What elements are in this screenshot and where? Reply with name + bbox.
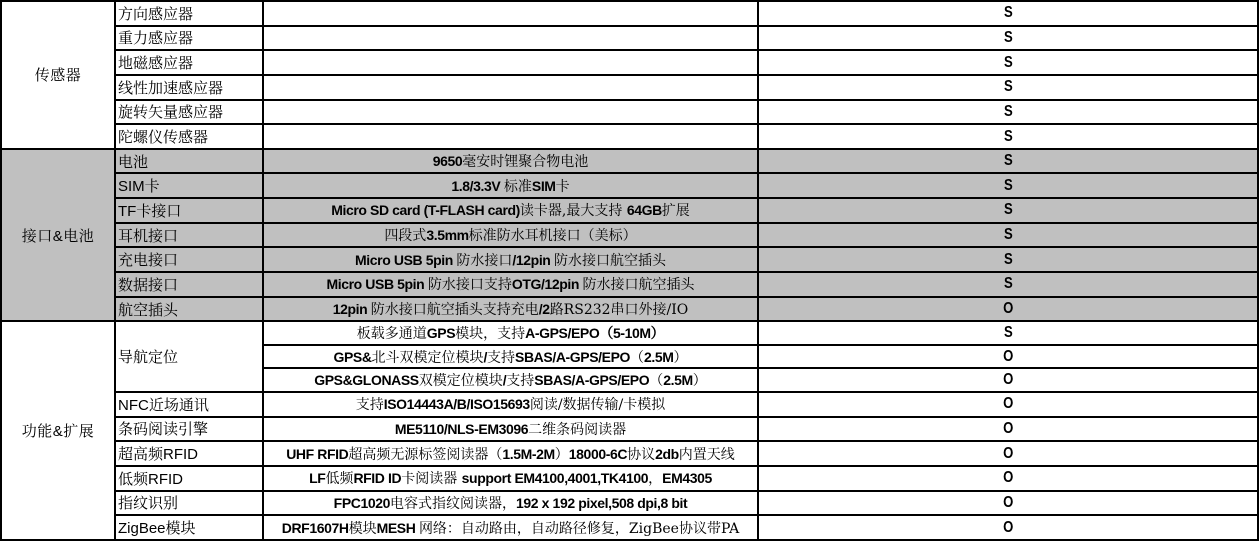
- spec-text-segment: 卡: [555, 178, 570, 195]
- spec-text-segment: 2db: [655, 445, 679, 462]
- spec-desc-cell[interactable]: [263, 149, 758, 174]
- item-cell[interactable]: 耳机接口: [115, 223, 263, 248]
- item-cell[interactable]: 导航定位: [115, 321, 263, 392]
- item-cell[interactable]: 线性加速感应器: [115, 75, 263, 100]
- spec-desc-cell[interactable]: [263, 417, 758, 442]
- availability-value: S: [1003, 102, 1013, 120]
- spec-text-segment: /: [502, 372, 507, 389]
- availability-cell[interactable]: [758, 345, 1258, 369]
- availability-cell[interactable]: [758, 466, 1258, 491]
- spec-text-segment: ME5110/NLS-EM3096: [394, 420, 529, 437]
- item-cell[interactable]: 旋转矢量感应器: [115, 100, 263, 125]
- spec-desc-cell[interactable]: [263, 75, 758, 100]
- spec-text-segment: 二维条码阅读器: [528, 421, 627, 438]
- availability-value: S: [1003, 201, 1013, 219]
- table-row: [1, 466, 1258, 491]
- table-row: [1, 223, 1258, 248]
- spec-text-segment: SBAS/A-GPS/EPO: [534, 372, 650, 389]
- spec-text-segment: 12pin: [332, 301, 371, 317]
- spec-text-segment: /12pin: [512, 251, 554, 268]
- spec-desc-cell[interactable]: [263, 26, 758, 51]
- spec-desc-cell[interactable]: [263, 100, 758, 125]
- item-cell[interactable]: TF卡接口: [115, 198, 263, 223]
- spec-text-segment: 协议: [627, 446, 656, 463]
- spec-text-segment: Micro USB 5pin: [355, 251, 457, 268]
- availability-cell[interactable]: [758, 441, 1258, 466]
- spec-text-segment: LF: [309, 470, 326, 487]
- table-row: [1, 321, 1258, 345]
- spec-text-segment: 四段式: [384, 228, 427, 245]
- spec-text-segment: （: [630, 349, 645, 366]
- spec-text-segment: 防水接口: [456, 252, 513, 269]
- spec-text-segment: 3.5mm: [426, 227, 469, 244]
- availability-value: S: [1003, 28, 1013, 46]
- spec-text-segment: /2: [538, 301, 550, 317]
- availability-value: O: [1002, 300, 1014, 317]
- category-cell[interactable]: 功能&扩展: [1, 321, 115, 540]
- availability-cell[interactable]: [758, 247, 1258, 272]
- item-cell[interactable]: SIM卡: [115, 173, 263, 198]
- availability-cell[interactable]: [758, 515, 1258, 540]
- spec-desc-cell[interactable]: [263, 223, 758, 248]
- availability-cell[interactable]: [758, 124, 1258, 149]
- spec-desc-cell[interactable]: [263, 491, 758, 516]
- spec-text-segment: 模块: [348, 520, 377, 537]
- spec-text-segment: 双模定位模块: [418, 373, 503, 390]
- spec-text-segment: （5-10M）: [599, 325, 665, 342]
- availability-value: O: [1002, 493, 1014, 511]
- item-cell[interactable]: 数据接口: [115, 272, 263, 297]
- spec-text-segment: ）: [673, 349, 688, 366]
- item-cell[interactable]: 航空插头: [115, 297, 263, 322]
- spec-text-segment: 超高频无源标签阅读器（: [348, 446, 503, 463]
- spec-text-segment: 防水接口航空插头: [553, 252, 666, 269]
- availability-cell[interactable]: [758, 50, 1258, 75]
- spec-text-segment: 防水接口支持: [427, 277, 512, 294]
- spec-text-segment: ISO14443A/B/ISO15693: [383, 396, 530, 413]
- availability-cell[interactable]: [758, 272, 1258, 297]
- availability-cell[interactable]: [758, 321, 1258, 345]
- availability-value: S: [1003, 324, 1013, 342]
- spec-desc-cell[interactable]: [263, 272, 758, 297]
- table-row: [1, 75, 1258, 100]
- spec-text-segment: DRF1607H: [281, 519, 349, 536]
- table-row: [1, 50, 1258, 75]
- availability-cell[interactable]: [758, 223, 1258, 248]
- item-cell[interactable]: 方向感应器: [115, 1, 263, 26]
- table-row: [1, 26, 1258, 51]
- item-cell[interactable]: 指纹识别: [115, 491, 263, 516]
- availability-cell[interactable]: [758, 75, 1258, 100]
- spec-text-segment: GPS&GLONASS: [314, 372, 419, 389]
- spec-text-segment: 北斗双模定位模块: [371, 349, 484, 366]
- table-row: [1, 124, 1258, 149]
- spec-desc-cell[interactable]: [263, 392, 758, 417]
- spec-text-segment: GPS: [426, 325, 456, 342]
- availability-cell[interactable]: [758, 368, 1258, 392]
- spec-text-segment: 板载多通道: [356, 326, 427, 343]
- item-cell[interactable]: 条码阅读引擎: [115, 417, 263, 442]
- spec-text-segment: 支持: [506, 373, 535, 390]
- availability-cell[interactable]: [758, 491, 1258, 516]
- spec-text-segment: 9650: [432, 153, 463, 170]
- spec-text-segment: EM4305: [662, 470, 712, 487]
- table-row: [1, 297, 1258, 322]
- spec-text-segment: FPC1020: [333, 494, 391, 511]
- item-cell[interactable]: 低频RFID: [115, 466, 263, 491]
- availability-value: O: [1002, 347, 1014, 365]
- availability-value: O: [1002, 371, 1014, 389]
- spec-text-segment: 支持: [355, 397, 384, 414]
- spec-text-segment: 标准防水耳机接口（美标）: [468, 228, 637, 245]
- spec-text-segment: 18000-6C: [568, 445, 628, 462]
- availability-value: O: [1002, 419, 1014, 437]
- table-row: [1, 198, 1258, 223]
- spec-text-segment: 卡阅读器: [401, 471, 462, 488]
- spec-text-segment: 低频: [325, 471, 354, 488]
- availability-cell[interactable]: [758, 198, 1258, 223]
- spec-desc-cell[interactable]: [263, 441, 758, 466]
- spec-text-segment: 64GB: [626, 202, 662, 219]
- spec-text-segment: 扩展: [661, 203, 690, 220]
- spec-desc-cell[interactable]: [263, 466, 758, 491]
- spec-text-segment: 标准: [503, 178, 532, 195]
- spec-text-segment: MESH: [376, 519, 419, 536]
- spec-text-segment: 防水接口航空插头: [582, 277, 695, 294]
- spec-text-segment: 阅读/数据传输/卡模拟: [529, 397, 666, 414]
- spec-text-segment: 支持: [487, 349, 516, 366]
- availability-value: O: [1002, 444, 1014, 462]
- availability-cell[interactable]: [758, 417, 1258, 442]
- spec-desc-cell[interactable]: [263, 321, 758, 345]
- spec-text-segment: Micro USB 5pin: [326, 276, 428, 293]
- table-row: [1, 1, 1258, 26]
- spec-text-segment: Micro SD card (T-FLASH card): [331, 202, 520, 219]
- spec-text-segment: A-GPS/EPO: [525, 325, 600, 342]
- spec-text-segment: ）: [554, 446, 569, 463]
- spec-desc-cell[interactable]: [263, 173, 758, 198]
- spec-table-body: [1, 1, 1258, 540]
- spec-text-segment: UHF RFID: [286, 445, 349, 462]
- availability-value: S: [1003, 4, 1013, 22]
- table-row: [1, 100, 1258, 125]
- spec-text-segment: 网络：自动路由，自动路径修复，ZigBee协议带PA: [418, 520, 740, 537]
- availability-value: O: [1002, 395, 1014, 413]
- spec-text-segment: 内置天线: [678, 446, 735, 463]
- spec-text-segment: 防水接口航空插头支持充电: [370, 302, 539, 318]
- spec-text-segment: 192 x 192 pixel,508 dpi,8 bit: [516, 494, 688, 511]
- availability-value: S: [1003, 53, 1013, 71]
- spec-text-segment: ）: [692, 373, 707, 390]
- spec-text-segment: 读卡器,最大支持: [519, 203, 627, 220]
- table-row: [1, 441, 1258, 466]
- table-row: [1, 272, 1258, 297]
- spec-desc-cell[interactable]: [263, 368, 758, 392]
- spec-desc-cell[interactable]: [263, 345, 758, 369]
- item-cell[interactable]: 重力感应器: [115, 26, 263, 51]
- spec-desc-cell[interactable]: [263, 297, 758, 322]
- spec-text-segment: GPS&: [333, 348, 372, 365]
- item-cell[interactable]: 陀螺仪传感器: [115, 124, 263, 149]
- spec-text-segment: /: [483, 348, 488, 365]
- availability-value: S: [1003, 176, 1013, 194]
- spec-text-segment: 1.5M-2M: [502, 445, 555, 462]
- table-row: [1, 247, 1258, 272]
- spec-desc-cell[interactable]: [263, 124, 758, 149]
- spec-text-segment: 模块，支持: [455, 326, 526, 343]
- category-cell[interactable]: 传感器: [1, 1, 115, 149]
- table-row: [1, 173, 1258, 198]
- spec-text-segment: 2.5M: [644, 348, 674, 365]
- availability-cell[interactable]: [758, 173, 1258, 198]
- spec-text-segment: （: [649, 373, 664, 390]
- table-row: [1, 392, 1258, 417]
- table-row: [1, 491, 1258, 516]
- spec-desc-cell[interactable]: [263, 1, 758, 26]
- category-cell[interactable]: 接口&电池: [1, 149, 115, 321]
- item-cell[interactable]: 电池: [115, 149, 263, 174]
- availability-cell[interactable]: [758, 26, 1258, 51]
- table-row: [1, 149, 1258, 174]
- spec-text-segment: 电容式指纹阅读器，: [390, 495, 517, 512]
- availability-cell[interactable]: [758, 149, 1258, 174]
- spec-text-segment: SBAS/A-GPS/EPO: [515, 348, 631, 365]
- availability-value: O: [1002, 518, 1014, 536]
- availability-value: S: [1003, 152, 1013, 170]
- spec-desc-cell[interactable]: [263, 247, 758, 272]
- item-cell[interactable]: 充电接口: [115, 247, 263, 272]
- availability-value: S: [1003, 127, 1013, 145]
- availability-cell[interactable]: [758, 297, 1258, 322]
- table-row: [1, 417, 1258, 442]
- spec-text-segment: RFID ID: [353, 470, 402, 487]
- table-row: [1, 515, 1258, 540]
- spec-text-segment: SIM: [531, 177, 556, 194]
- spec-text-segment: OTG/12pin: [511, 276, 583, 293]
- availability-cell[interactable]: [758, 1, 1258, 26]
- item-cell[interactable]: ZigBee模块: [115, 515, 263, 540]
- availability-value: S: [1003, 250, 1013, 268]
- spec-desc-cell[interactable]: [263, 515, 758, 540]
- availability-cell[interactable]: [758, 100, 1258, 125]
- availability-value: O: [1002, 469, 1014, 487]
- availability-cell[interactable]: [758, 392, 1258, 417]
- availability-value: S: [1003, 226, 1013, 244]
- spec-text-segment: 路RS232串口外接/IO: [549, 302, 689, 318]
- availability-value: S: [1003, 275, 1013, 293]
- item-cell[interactable]: NFC近场通讯: [115, 392, 263, 417]
- availability-value: S: [1003, 78, 1013, 96]
- item-cell[interactable]: 地磁感应器: [115, 50, 263, 75]
- spec-text-segment: ，: [648, 471, 663, 488]
- spec-desc-cell[interactable]: [263, 50, 758, 75]
- spec-desc-cell[interactable]: [263, 198, 758, 223]
- spec-text-segment: support EM4100,4001,TK4100: [461, 470, 649, 487]
- spec-text-segment: 1.8/3.3V: [451, 177, 504, 194]
- item-cell[interactable]: 超高频RFID: [115, 441, 263, 466]
- spec-text-segment: 毫安时锂聚合物电池: [462, 154, 589, 171]
- spec-text-segment: 2.5M: [663, 372, 693, 389]
